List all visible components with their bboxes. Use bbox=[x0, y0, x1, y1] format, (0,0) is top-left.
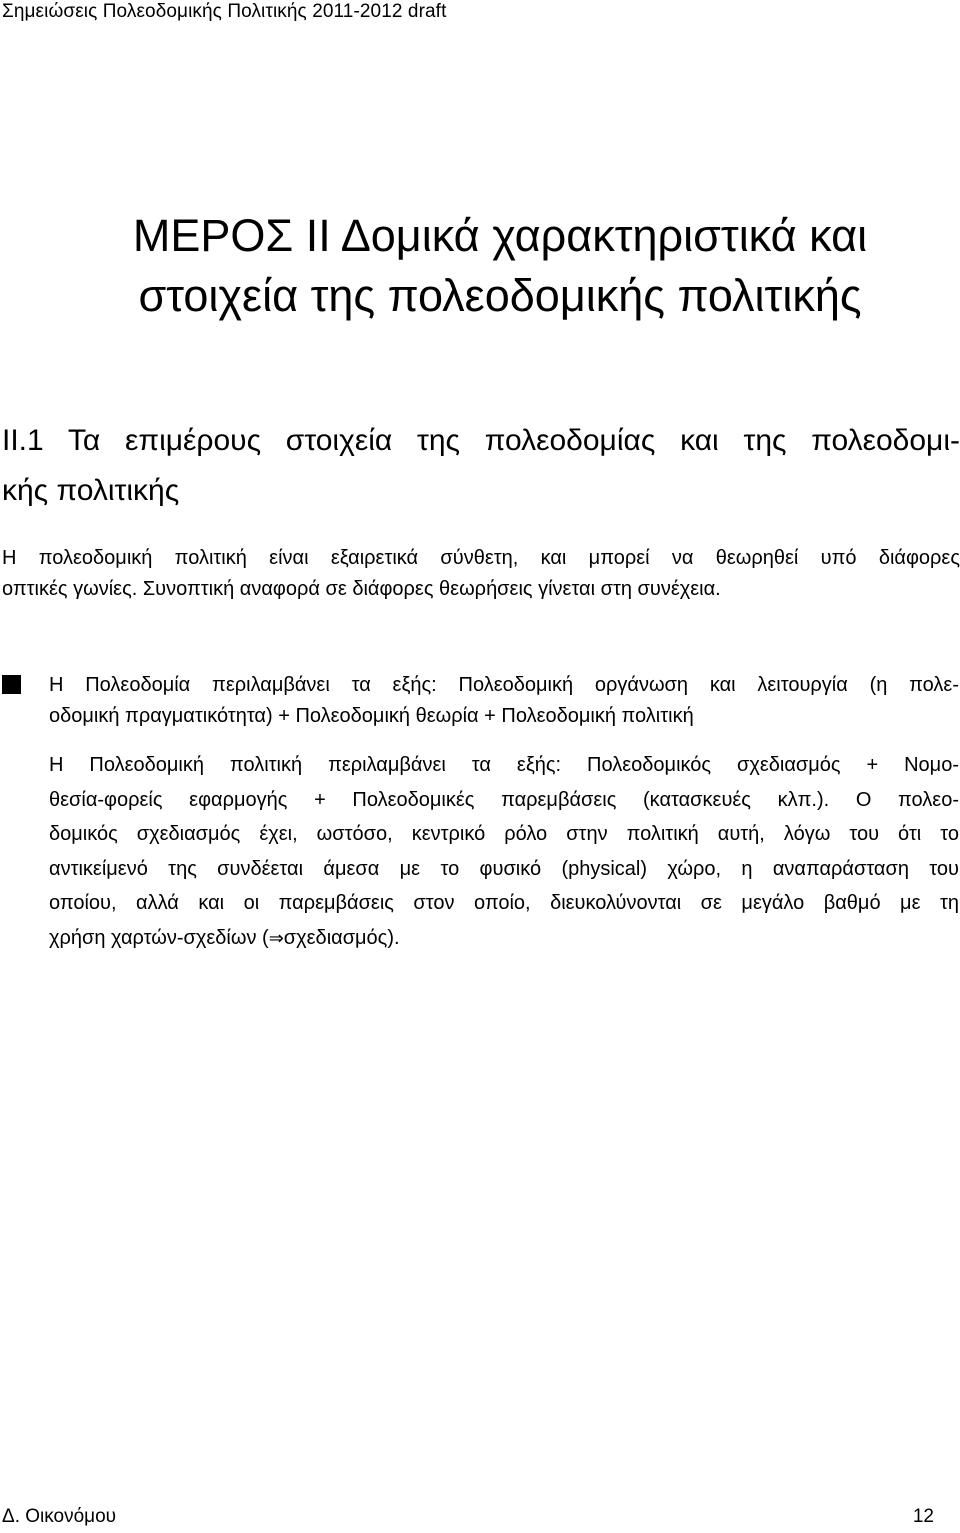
intro-paragraph bbox=[2, 543, 960, 605]
intro-line-2: οπτικές γωνίες. Συνοπτική αναφορά σε διάφορες θεωρήσεις γίνεται στη συνέχεια. bbox=[2, 578, 721, 600]
part-title-line-1: ΜΕΡΟΣ ΙΙ Δομικά χαρακτηριστικά και bbox=[132, 210, 868, 261]
footer-page-number: 12 bbox=[912, 1506, 934, 1527]
para2-line-1: Η Πολεοδομική πολιτική περιλαμβάνει τα εξής: Πολεοδομικός σχεδιασμός + Νομο- bbox=[49, 754, 959, 776]
para2-line-5: οποίου, αλλά και οι παρεμβάσεις στον οποίο, διευκολύνονται σε μεγάλο βαθμό με τη bbox=[49, 892, 959, 914]
running-header: Σημειώσεις Πολεοδομικής Πολιτικής 2011-2012 draft bbox=[2, 1, 447, 22]
section-heading-line-1: ΙΙ.1 Τα επιμέρους στοιχεία της πολεοδομίας και της πολεοδομι- bbox=[2, 424, 960, 457]
urban-policy-paragraph bbox=[49, 748, 959, 956]
section-heading bbox=[2, 416, 960, 516]
bullet-square-icon bbox=[2, 675, 21, 694]
bullet-line-2: οδομική πραγματικότητα) + Πολεοδομική θεωρία + Πολεοδομική πολιτική bbox=[49, 705, 694, 727]
para2-line-6 bbox=[49, 921, 959, 957]
part-title-line-2: στοιχεία της πολεοδομικής πολιτικής bbox=[138, 270, 862, 321]
para2-line-3: δομικός σχεδιασμός έχει, ωστόσο, κεντρικό ρόλο στην πολιτική αυτή, λόγω του ότι το bbox=[49, 823, 959, 845]
para2-line-6-end: σχεδιασμός). bbox=[283, 926, 400, 949]
bullet-line-1: Η Πολεοδομία περιλαμβάνει τα εξής: Πολεοδομική οργάνωση και λειτουργία (η πολε- bbox=[49, 674, 959, 696]
para2-line-2: θεσία-φορείς εφαρμογής + Πολεοδομικές παρεμβάσεις (κατασκευές κλπ.). Ο πολεο- bbox=[49, 788, 959, 811]
section-heading-line-2: κής πολιτικής bbox=[2, 474, 180, 507]
para2-line-6-start: χρήση χαρτών-σχεδίων ( bbox=[49, 926, 269, 949]
implies-arrow-icon: ⇒ bbox=[268, 927, 284, 949]
footer-author: Δ. Οικονόμου bbox=[2, 1506, 117, 1527]
bullet-paragraph bbox=[49, 670, 959, 732]
intro-line-1: Η πολεοδομική πολιτική είναι εξαιρετικά σύνθετη, και μπορεί να θεωρηθεί υπό διάφορες bbox=[2, 547, 960, 569]
part-title bbox=[60, 206, 940, 326]
para2-line-4: αντικείμενό της συνδέεται άμεσα με το φυσικό (physical) χώρο, η αναπαράσταση του bbox=[49, 857, 959, 880]
